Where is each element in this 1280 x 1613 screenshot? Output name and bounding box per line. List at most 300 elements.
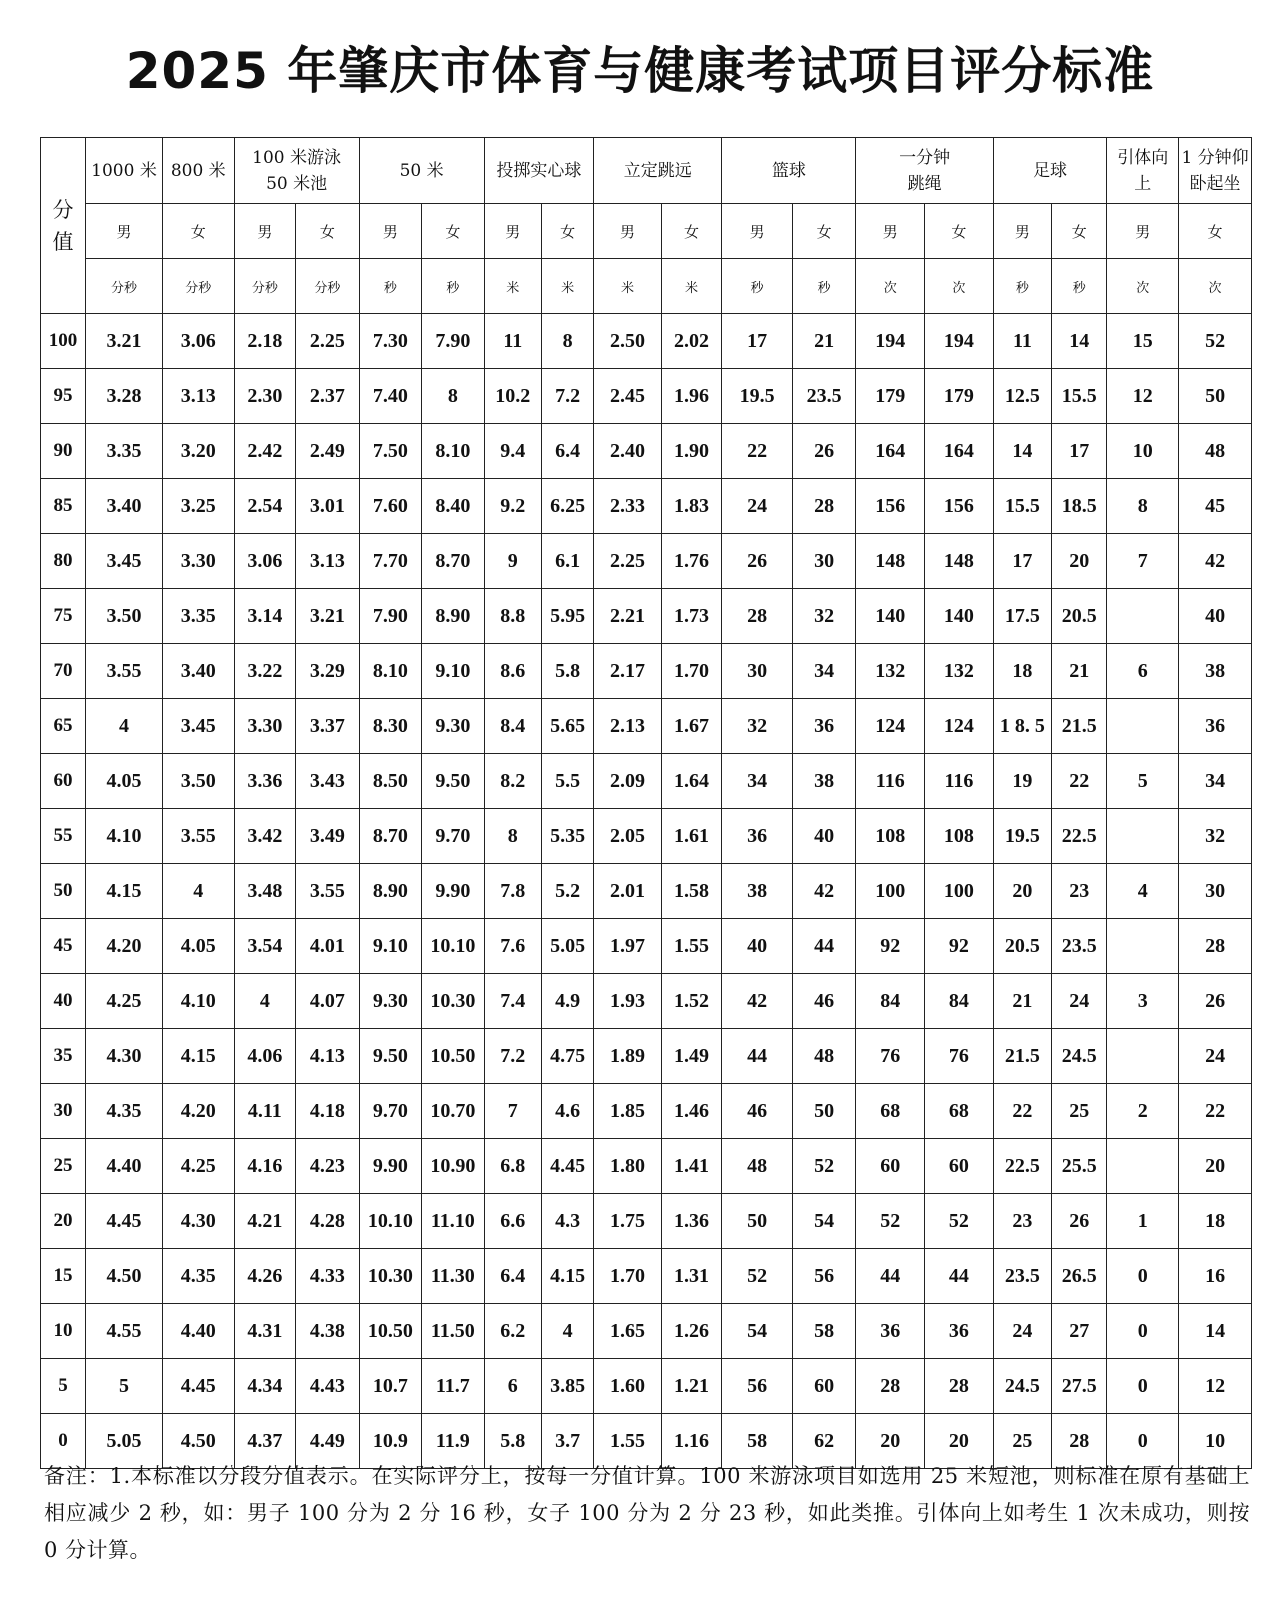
standard-cell: 5.8 xyxy=(484,1414,541,1469)
standard-cell: 3.55 xyxy=(162,809,234,864)
standard-cell: 15 xyxy=(1107,314,1179,369)
standard-cell: 58 xyxy=(722,1414,793,1469)
standard-cell: 6.2 xyxy=(484,1304,541,1359)
header-row-unit xyxy=(41,259,1252,314)
standard-cell: 8.6 xyxy=(484,644,541,699)
standard-cell: 4 xyxy=(234,974,295,1029)
standard-cell: 3.43 xyxy=(296,754,360,809)
standard-cell: 3.85 xyxy=(541,1359,593,1414)
standard-cell: 11.50 xyxy=(422,1304,485,1359)
standard-cell: 4.75 xyxy=(541,1029,593,1084)
gender-header-cell: 女 xyxy=(1179,204,1252,259)
unit-header-cell: 秒 xyxy=(422,259,485,314)
standard-cell: 11.30 xyxy=(422,1249,485,1304)
standard-cell: 23.5 xyxy=(1052,919,1107,974)
table-row xyxy=(41,1029,1252,1084)
standard-cell: 8.40 xyxy=(422,479,485,534)
standard-cell: 19 xyxy=(993,754,1051,809)
event-header-label: 篮球 xyxy=(771,160,806,181)
standard-cell: 22 xyxy=(1179,1084,1252,1139)
standard-cell: 3.22 xyxy=(234,644,295,699)
standard-cell: 116 xyxy=(856,754,925,809)
standard-cell: 7.90 xyxy=(359,589,421,644)
standard-cell: 4 xyxy=(541,1304,593,1359)
standard-cell: 6.1 xyxy=(541,534,593,589)
standard-cell: 68 xyxy=(925,1084,994,1139)
standard-cell: 36 xyxy=(722,809,793,864)
unit-header-cell: 秒 xyxy=(722,259,793,314)
standard-cell: 92 xyxy=(925,919,994,974)
standard-cell: 18 xyxy=(1179,1194,1252,1249)
standard-cell: 4.16 xyxy=(234,1139,295,1194)
gender-header-cell: 女 xyxy=(661,204,721,259)
table-row xyxy=(41,919,1252,974)
standard-cell: 7.8 xyxy=(484,864,541,919)
standard-cell: 5.8 xyxy=(541,644,593,699)
standard-cell: 60 xyxy=(856,1139,925,1194)
event-header-label: 1 分钟仰 xyxy=(1181,147,1249,168)
gender-header-cell: 男 xyxy=(359,204,421,259)
standard-cell: 2.13 xyxy=(594,699,662,754)
unit-header-cell: 秒 xyxy=(993,259,1051,314)
standard-cell: 22 xyxy=(722,424,793,479)
standard-cell: 148 xyxy=(925,534,994,589)
standard-cell: 36 xyxy=(925,1304,994,1359)
score-cell: 80 xyxy=(41,534,86,589)
standard-cell: 10.50 xyxy=(422,1029,485,1084)
unit-header-cell: 分秒 xyxy=(86,259,163,314)
standard-cell xyxy=(1107,699,1179,754)
standard-cell: 100 xyxy=(925,864,994,919)
standard-cell: 1.76 xyxy=(661,534,721,589)
standard-cell: 1.64 xyxy=(661,754,721,809)
standard-cell: 8 xyxy=(422,369,485,424)
standard-cell: 23 xyxy=(1052,864,1107,919)
table-row xyxy=(41,1194,1252,1249)
standard-cell: 1.16 xyxy=(661,1414,721,1469)
standard-cell: 9 xyxy=(484,534,541,589)
standard-cell: 8 xyxy=(541,314,593,369)
standard-cell: 2.18 xyxy=(234,314,295,369)
standard-cell: 5.65 xyxy=(541,699,593,754)
score-cell: 95 xyxy=(41,369,86,424)
unit-header-cell: 次 xyxy=(925,259,994,314)
standard-cell: 148 xyxy=(856,534,925,589)
table-row xyxy=(41,369,1252,424)
standard-cell: 11 xyxy=(484,314,541,369)
standard-cell: 1.36 xyxy=(661,1194,721,1249)
score-cell: 45 xyxy=(41,919,86,974)
standard-cell: 7.40 xyxy=(359,369,421,424)
standard-cell: 7.4 xyxy=(484,974,541,1029)
unit-header-cell: 次 xyxy=(1179,259,1252,314)
standard-cell: 42 xyxy=(792,864,856,919)
unit-header-cell: 米 xyxy=(661,259,721,314)
standard-cell: 23.5 xyxy=(792,369,856,424)
standard-cell: 27.5 xyxy=(1052,1359,1107,1414)
standard-cell: 1.97 xyxy=(594,919,662,974)
standard-cell: 10 xyxy=(1179,1414,1252,1469)
event-header-label: 50 米 xyxy=(399,160,444,181)
gender-header-cell: 女 xyxy=(925,204,994,259)
table-body xyxy=(41,138,1252,1469)
standard-cell: 48 xyxy=(1179,424,1252,479)
unit-header-cell: 次 xyxy=(1107,259,1179,314)
event-header-label-line2: 上 xyxy=(1134,173,1152,194)
standard-cell: 10.7 xyxy=(359,1359,421,1414)
standard-cell: 4.30 xyxy=(162,1194,234,1249)
score-cell: 90 xyxy=(41,424,86,479)
standard-cell: 26 xyxy=(722,534,793,589)
standard-cell: 8.90 xyxy=(359,864,421,919)
table-row xyxy=(41,974,1252,1029)
standard-cell: 0 xyxy=(1107,1359,1179,1414)
standard-cell: 10 xyxy=(1107,424,1179,479)
unit-header-cell: 米 xyxy=(541,259,593,314)
standard-cell: 1.89 xyxy=(594,1029,662,1084)
score-column-header xyxy=(41,138,86,314)
standard-cell: 4.6 xyxy=(541,1084,593,1139)
standard-cell: 50 xyxy=(1179,369,1252,424)
standard-cell: 6.6 xyxy=(484,1194,541,1249)
table-row xyxy=(41,1304,1252,1359)
standard-cell: 4.35 xyxy=(162,1249,234,1304)
standard-cell: 3.37 xyxy=(296,699,360,754)
standard-cell: 28 xyxy=(925,1359,994,1414)
standard-cell: 50 xyxy=(722,1194,793,1249)
standard-cell: 8 xyxy=(484,809,541,864)
gender-header-cell: 女 xyxy=(296,204,360,259)
table-row xyxy=(41,1359,1252,1414)
standard-cell: 10.2 xyxy=(484,369,541,424)
event-header xyxy=(359,138,484,204)
standard-cell: 7.2 xyxy=(484,1029,541,1084)
standard-cell: 4.33 xyxy=(296,1249,360,1304)
standard-cell: 18 xyxy=(993,644,1051,699)
standard-cell: 7.30 xyxy=(359,314,421,369)
standard-cell: 15.5 xyxy=(1052,369,1107,424)
standard-cell: 26.5 xyxy=(1052,1249,1107,1304)
table-row xyxy=(41,1139,1252,1194)
standard-cell: 60 xyxy=(925,1139,994,1194)
standard-cell: 4.18 xyxy=(296,1084,360,1139)
standard-cell: 10.50 xyxy=(359,1304,421,1359)
standard-cell: 4.40 xyxy=(162,1304,234,1359)
standard-cell: 46 xyxy=(792,974,856,1029)
standard-cell: 10.10 xyxy=(422,919,485,974)
standard-cell: 1 8. 5 xyxy=(993,699,1051,754)
standard-cell: 36 xyxy=(856,1304,925,1359)
standard-cell: 48 xyxy=(722,1139,793,1194)
standard-cell: 7.60 xyxy=(359,479,421,534)
standard-cell: 20 xyxy=(856,1414,925,1469)
standard-cell: 3.55 xyxy=(296,864,360,919)
standard-cell: 21 xyxy=(792,314,856,369)
standard-cell: 6.4 xyxy=(541,424,593,479)
standard-cell: 44 xyxy=(722,1029,793,1084)
standard-cell: 4.13 xyxy=(296,1029,360,1084)
standard-cell: 8.8 xyxy=(484,589,541,644)
standard-cell: 22 xyxy=(1052,754,1107,809)
standard-cell: 48 xyxy=(792,1029,856,1084)
standard-cell: 25 xyxy=(993,1414,1051,1469)
standard-cell: 2.49 xyxy=(296,424,360,479)
standard-cell: 24 xyxy=(722,479,793,534)
standard-cell: 5.2 xyxy=(541,864,593,919)
standard-cell: 3.48 xyxy=(234,864,295,919)
standard-cell: 26 xyxy=(1052,1194,1107,1249)
score-cell: 100 xyxy=(41,314,86,369)
standard-cell: 92 xyxy=(856,919,925,974)
score-cell: 55 xyxy=(41,809,86,864)
standard-cell: 1 xyxy=(1107,1194,1179,1249)
standard-cell: 52 xyxy=(856,1194,925,1249)
event-header-label: 投掷实心球 xyxy=(496,160,582,181)
standard-cell: 4.11 xyxy=(234,1084,295,1139)
standard-cell: 1.41 xyxy=(661,1139,721,1194)
standard-cell: 3.50 xyxy=(86,589,163,644)
standard-cell: 22.5 xyxy=(1052,809,1107,864)
standard-cell: 4.15 xyxy=(541,1249,593,1304)
event-header xyxy=(86,138,163,204)
standard-cell: 4.45 xyxy=(86,1194,163,1249)
standard-cell: 26 xyxy=(1179,974,1252,1029)
standard-cell: 2.40 xyxy=(594,424,662,479)
score-cell: 15 xyxy=(41,1249,86,1304)
table-row xyxy=(41,479,1252,534)
standard-cell: 0 xyxy=(1107,1304,1179,1359)
score-cell: 20 xyxy=(41,1194,86,1249)
standard-cell: 6.8 xyxy=(484,1139,541,1194)
standard-cell: 11.10 xyxy=(422,1194,485,1249)
standard-cell: 3.20 xyxy=(162,424,234,479)
standard-cell: 8.50 xyxy=(359,754,421,809)
standard-cell: 76 xyxy=(856,1029,925,1084)
standard-cell: 24 xyxy=(1052,974,1107,1029)
standard-cell: 1.58 xyxy=(661,864,721,919)
standard-cell: 30 xyxy=(1179,864,1252,919)
table-row xyxy=(41,644,1252,699)
event-header-label: 100 米游泳 xyxy=(252,147,342,168)
standard-cell: 1.52 xyxy=(661,974,721,1029)
standard-cell: 4.30 xyxy=(86,1029,163,1084)
standard-cell: 84 xyxy=(925,974,994,1029)
standard-cell: 4.40 xyxy=(86,1139,163,1194)
standard-cell: 164 xyxy=(856,424,925,479)
table-row xyxy=(41,699,1252,754)
standard-cell: 4.26 xyxy=(234,1249,295,1304)
standard-cell: 24.5 xyxy=(1052,1029,1107,1084)
score-header-char-1: 分 xyxy=(52,197,74,222)
standard-cell: 4.34 xyxy=(234,1359,295,1414)
standard-cell: 9.4 xyxy=(484,424,541,479)
score-cell: 60 xyxy=(41,754,86,809)
standard-cell: 19.5 xyxy=(993,809,1051,864)
standard-cell: 4.01 xyxy=(296,919,360,974)
standard-cell: 4 xyxy=(162,864,234,919)
event-header-label: 800 米 xyxy=(170,160,226,181)
standard-cell: 156 xyxy=(925,479,994,534)
standard-cell: 156 xyxy=(856,479,925,534)
standard-cell: 4.28 xyxy=(296,1194,360,1249)
standard-cell: 58 xyxy=(792,1304,856,1359)
standard-cell: 17 xyxy=(722,314,793,369)
standard-cell: 19.5 xyxy=(722,369,793,424)
gender-header-cell: 男 xyxy=(86,204,163,259)
standard-cell: 140 xyxy=(925,589,994,644)
score-cell: 40 xyxy=(41,974,86,1029)
standard-cell: 100 xyxy=(856,864,925,919)
standard-cell: 7 xyxy=(1107,534,1179,589)
standard-cell: 20.5 xyxy=(993,919,1051,974)
standard-cell: 194 xyxy=(856,314,925,369)
standard-cell: 9.70 xyxy=(422,809,485,864)
score-cell: 85 xyxy=(41,479,86,534)
score-cell: 75 xyxy=(41,589,86,644)
event-header xyxy=(993,138,1107,204)
standard-cell: 36 xyxy=(1179,699,1252,754)
standard-cell: 4.20 xyxy=(86,919,163,974)
standard-cell xyxy=(1107,1029,1179,1084)
standard-cell: 21 xyxy=(1052,644,1107,699)
standard-cell: 17 xyxy=(993,534,1051,589)
standard-cell: 8.4 xyxy=(484,699,541,754)
table-row xyxy=(41,809,1252,864)
standard-cell: 2.21 xyxy=(594,589,662,644)
standard-cell: 68 xyxy=(856,1084,925,1139)
standard-cell: 1.46 xyxy=(661,1084,721,1139)
standard-cell: 52 xyxy=(792,1139,856,1194)
standard-cell: 24.5 xyxy=(993,1359,1051,1414)
standard-cell: 3.36 xyxy=(234,754,295,809)
table-row xyxy=(41,424,1252,479)
standard-cell: 4.23 xyxy=(296,1139,360,1194)
standard-cell: 3.45 xyxy=(86,534,163,589)
event-header-label: 立定跳远 xyxy=(623,160,692,181)
standard-cell: 5.95 xyxy=(541,589,593,644)
standard-cell: 108 xyxy=(856,809,925,864)
standard-cell: 0 xyxy=(1107,1249,1179,1304)
standard-cell: 4.43 xyxy=(296,1359,360,1414)
standard-cell: 8.70 xyxy=(359,809,421,864)
standard-cell: 4.05 xyxy=(162,919,234,974)
standard-cell: 4.25 xyxy=(162,1139,234,1194)
standard-cell: 27 xyxy=(1052,1304,1107,1359)
standard-cell: 1.96 xyxy=(661,369,721,424)
standard-cell: 1.65 xyxy=(594,1304,662,1359)
standard-cell: 3.7 xyxy=(541,1414,593,1469)
standard-cell: 6.4 xyxy=(484,1249,541,1304)
standard-cell: 21.5 xyxy=(1052,699,1107,754)
standard-cell: 1.83 xyxy=(661,479,721,534)
standard-cell: 3.13 xyxy=(296,534,360,589)
standard-cell: 28 xyxy=(1179,919,1252,974)
standard-cell: 76 xyxy=(925,1029,994,1084)
gender-header-cell: 女 xyxy=(792,204,856,259)
standard-cell: 4.50 xyxy=(162,1414,234,1469)
standard-cell: 38 xyxy=(1179,644,1252,699)
standard-cell: 84 xyxy=(856,974,925,1029)
gender-header-cell: 男 xyxy=(594,204,662,259)
standard-cell: 18.5 xyxy=(1052,479,1107,534)
standard-cell xyxy=(1107,809,1179,864)
standard-cell: 40 xyxy=(792,809,856,864)
standard-cell: 3.30 xyxy=(234,699,295,754)
standard-cell: 5.35 xyxy=(541,809,593,864)
standard-cell: 11 xyxy=(993,314,1051,369)
event-header-label: 一分钟 xyxy=(899,147,951,168)
standard-cell: 4.05 xyxy=(86,754,163,809)
standard-cell: 3.40 xyxy=(162,644,234,699)
unit-header-cell: 分秒 xyxy=(162,259,234,314)
standard-cell: 8.70 xyxy=(422,534,485,589)
standard-cell: 9.90 xyxy=(422,864,485,919)
standard-cell: 14 xyxy=(1179,1304,1252,1359)
standard-cell: 54 xyxy=(722,1304,793,1359)
standard-cell: 10.9 xyxy=(359,1414,421,1469)
standard-cell: 108 xyxy=(925,809,994,864)
standard-cell: 28 xyxy=(856,1359,925,1414)
standard-cell: 20 xyxy=(1052,534,1107,589)
standard-cell: 10.70 xyxy=(422,1084,485,1139)
standard-cell: 2.50 xyxy=(594,314,662,369)
standard-cell: 4.21 xyxy=(234,1194,295,1249)
unit-header-cell: 秒 xyxy=(1052,259,1107,314)
standard-cell: 2.25 xyxy=(594,534,662,589)
score-cell: 70 xyxy=(41,644,86,699)
standard-cell: 5.5 xyxy=(541,754,593,809)
standard-cell: 3.21 xyxy=(86,314,163,369)
standard-cell: 30 xyxy=(722,644,793,699)
unit-header-cell: 秒 xyxy=(359,259,421,314)
standard-cell: 3.42 xyxy=(234,809,295,864)
standard-cell: 2.25 xyxy=(296,314,360,369)
standard-cell: 1.93 xyxy=(594,974,662,1029)
standard-cell: 46 xyxy=(722,1084,793,1139)
standard-cell: 34 xyxy=(792,644,856,699)
standard-cell: 2.33 xyxy=(594,479,662,534)
table-row xyxy=(41,314,1252,369)
table-row xyxy=(41,589,1252,644)
standard-cell: 2 xyxy=(1107,1084,1179,1139)
standard-cell: 23.5 xyxy=(993,1249,1051,1304)
score-cell: 5 xyxy=(41,1359,86,1414)
standard-cell: 4.25 xyxy=(86,974,163,1029)
standard-cell: 3 xyxy=(1107,974,1179,1029)
standard-cell: 20 xyxy=(1179,1139,1252,1194)
footnote: 备注：1.本标准以分段分值表示。在实际评分上，按每一分值计算。100 米游泳项目如选用 25 米短池，则标准在原有基础上相应减少 2 秒，如：男子 100 分为 2 分 16 秒，女子 100 分为 2 分 23 秒，如此类推。引体向上如考生 1 次未成功，则按 0 分计算。 xyxy=(44,1464,1250,1562)
standard-cell: 1.70 xyxy=(594,1249,662,1304)
standard-cell: 22 xyxy=(993,1084,1051,1139)
standard-cell: 1.61 xyxy=(661,809,721,864)
gender-header-cell: 男 xyxy=(1107,204,1179,259)
standard-cell: 8 xyxy=(1107,479,1179,534)
standard-cell: 34 xyxy=(722,754,793,809)
standard-cell: 2.45 xyxy=(594,369,662,424)
standard-cell: 36 xyxy=(792,699,856,754)
table-row xyxy=(41,864,1252,919)
standard-cell: 8.10 xyxy=(359,644,421,699)
standard-cell: 1.55 xyxy=(594,1414,662,1469)
standard-cell: 7.70 xyxy=(359,534,421,589)
standard-cell: 4.45 xyxy=(162,1359,234,1414)
standard-cell: 60 xyxy=(792,1359,856,1414)
standard-cell: 56 xyxy=(722,1359,793,1414)
standard-cell: 26 xyxy=(792,424,856,479)
standard-cell: 2.30 xyxy=(234,369,295,424)
standard-cell: 124 xyxy=(925,699,994,754)
standard-cell: 28 xyxy=(1052,1414,1107,1469)
